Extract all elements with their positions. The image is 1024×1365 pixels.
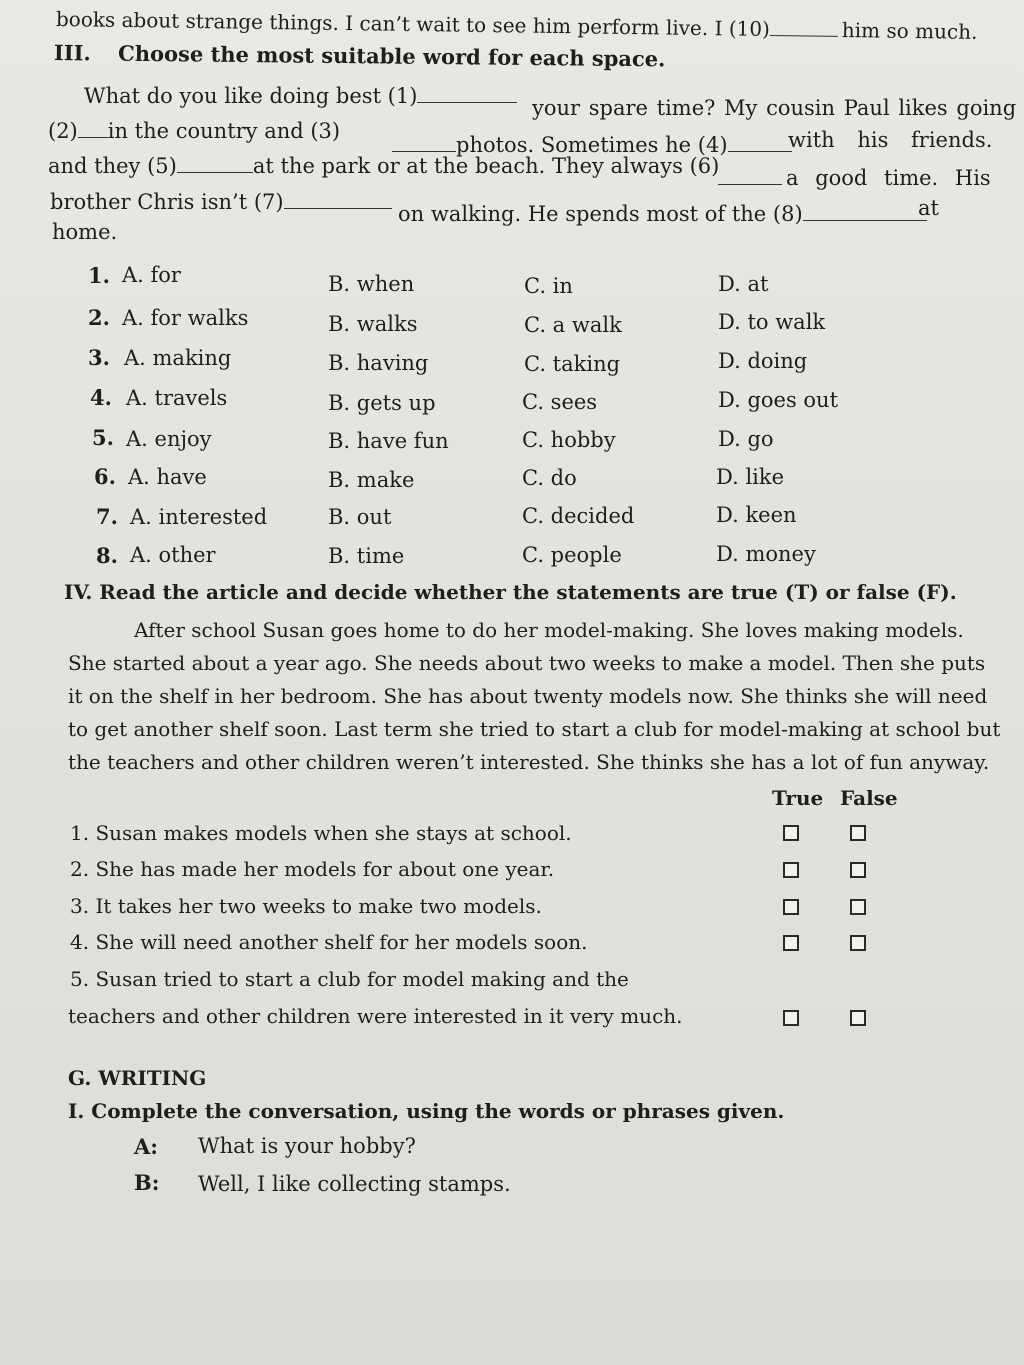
passage-line-3-end	[718, 162, 991, 190]
option-7c[interactable]: C. decided	[522, 504, 635, 528]
option-4c[interactable]: C. sees	[522, 390, 598, 414]
option-2a[interactable]: A. for walks	[122, 306, 249, 330]
passage-text: a good time. His	[786, 166, 991, 191]
passage-line-1	[84, 80, 517, 108]
passage-text: on walking. He spends most of the (8)	[398, 202, 803, 227]
option-8c[interactable]: C. people	[522, 543, 622, 567]
true-column-header: True	[772, 786, 824, 810]
passage-line-5	[52, 220, 117, 244]
passage-text: photos. Sometimes he (4)	[456, 133, 728, 158]
option-1c[interactable]: C. in	[524, 274, 573, 298]
option-1d[interactable]: D. at	[718, 272, 769, 296]
article-line-5: the teachers and other children weren’t interested. She thinks she has a lot of fun anyway.	[68, 750, 990, 774]
passage-text: your spare time? My cousin Paul likes going	[532, 96, 1017, 120]
statement-3-true-checkbox[interactable]	[783, 899, 799, 915]
question-number: 8.	[96, 543, 118, 568]
option-6b[interactable]: B. make	[328, 468, 415, 492]
option-row-2-num	[88, 305, 110, 330]
option-6a[interactable]: A. have	[128, 465, 207, 489]
speaker-a-line: What is your hobby?	[198, 1134, 416, 1158]
passage-line-4-mid	[398, 198, 927, 226]
speaker-b-label: B:	[134, 1170, 160, 1195]
writing-instruction: I. Complete the conversation, using the words or phrases given.	[68, 1099, 785, 1123]
passage-text: What do you like doing best (1)	[84, 84, 418, 109]
previous-passage-tail: him so much.	[841, 17, 978, 44]
passage-text: at the park or at the beach. They always (6)	[252, 154, 720, 179]
passage-text: at	[918, 196, 939, 220]
option-row-6-num	[94, 464, 116, 489]
option-3a[interactable]: A. making	[124, 346, 232, 370]
writing-heading: G. WRITING	[68, 1066, 207, 1090]
speaker-a-label: A:	[134, 1134, 159, 1159]
option-6d[interactable]: D. like	[716, 465, 785, 489]
passage-line-2-end	[788, 128, 992, 152]
statement-3: 3. It takes her two weeks to make two models.	[70, 894, 542, 918]
option-3c[interactable]: C. taking	[524, 352, 621, 376]
passage-text: with his friends.	[788, 128, 993, 152]
option-8b[interactable]: B. time	[328, 544, 405, 568]
passage-line-3	[48, 150, 719, 178]
section-3-title: Choose the most suitable word for each space.	[117, 40, 666, 72]
passage-text: home.	[52, 220, 118, 244]
passage-line-2	[48, 115, 340, 143]
blank-4	[728, 129, 792, 152]
section-4-heading: IV. Read the article and decide whether the statements are true (T) or false (F).	[64, 580, 957, 604]
statement-4: 4. She will need another shelf for her models soon.	[70, 930, 588, 954]
blank-7	[284, 186, 392, 209]
option-8a[interactable]: A. other	[130, 543, 216, 567]
question-number: 6.	[94, 464, 116, 489]
option-5b[interactable]: B. have fun	[328, 429, 449, 453]
passage-text: (2)	[48, 119, 78, 144]
option-6c[interactable]: C. do	[522, 466, 577, 490]
statement-4-false-checkbox[interactable]	[850, 935, 866, 951]
statement-5-continued: teachers and other children were interested in it very much.	[68, 1004, 683, 1028]
question-number: 2.	[88, 305, 110, 330]
passage-line-4-end	[918, 196, 939, 220]
question-number: 3.	[88, 345, 110, 370]
statement-2: 2. She has made her models for about one year.	[70, 857, 555, 881]
option-row-5-num	[92, 425, 114, 450]
statement-4-true-checkbox[interactable]	[783, 935, 799, 951]
blank-6	[718, 162, 782, 185]
false-column-header: False	[840, 786, 898, 810]
statement-5: 5. Susan tried to start a club for model making and the	[70, 967, 629, 991]
statement-5-false-checkbox[interactable]	[850, 1010, 866, 1026]
statement-5-true-checkbox[interactable]	[783, 1010, 799, 1026]
question-number: 1.	[88, 263, 110, 288]
option-1b[interactable]: B. when	[328, 272, 415, 296]
question-number: 7.	[96, 504, 118, 529]
passage-line-1-end	[532, 96, 1016, 120]
option-3b[interactable]: B. having	[328, 351, 429, 375]
statement-1: 1. Susan makes models when she stays at school.	[70, 821, 572, 845]
option-row-3-num	[88, 345, 110, 370]
statement-1-false-checkbox[interactable]	[850, 825, 866, 841]
option-2b[interactable]: B. walks	[328, 312, 418, 336]
option-1a[interactable]: A. for	[122, 263, 181, 287]
passage-line-4	[50, 186, 392, 214]
question-number: 4.	[90, 385, 112, 410]
option-8d[interactable]: D. money	[716, 542, 816, 566]
option-5d[interactable]: D. go	[718, 427, 774, 451]
article-line-4: to get another shelf soon. Last term she tried to start a club for model-making at school but	[68, 717, 1001, 741]
blank-10	[770, 14, 838, 37]
statement-3-false-checkbox[interactable]	[850, 899, 866, 915]
article-line-1: After school Susan goes home to do her model-making. She loves making models.	[134, 618, 964, 642]
option-2c[interactable]: C. a walk	[524, 313, 622, 337]
option-4a[interactable]: A. travels	[126, 386, 228, 410]
article-line-3: it on the shelf in her bedroom. She has about twenty models now. She thinks she will need	[68, 684, 988, 708]
article-line-2: She started about a year ago. She needs about two weeks to make a model. Then she puts	[68, 651, 986, 675]
option-2d[interactable]: D. to walk	[718, 310, 826, 334]
blank-1	[417, 80, 517, 103]
section-3-heading	[54, 40, 666, 71]
question-number: 5.	[92, 425, 114, 450]
option-3d[interactable]: D. doing	[718, 349, 808, 373]
section-3-number: III.	[53, 40, 91, 66]
passage-text: in the country and (3)	[107, 119, 341, 144]
blank-8	[803, 198, 927, 221]
option-row-8-num	[96, 543, 118, 568]
option-7b[interactable]: B. out	[328, 505, 392, 529]
option-row-7-num	[96, 504, 118, 529]
statement-1-true-checkbox[interactable]	[783, 825, 799, 841]
option-4d[interactable]: D. goes out	[718, 388, 839, 412]
previous-passage-text: books about strange things. I can’t wait to see him perform live. I (10)	[55, 7, 771, 41]
option-5c[interactable]: C. hobby	[522, 428, 616, 452]
option-4b[interactable]: B. gets up	[328, 391, 436, 415]
option-row-4-num	[90, 385, 112, 410]
statement-2-false-checkbox[interactable]	[850, 862, 866, 878]
speaker-b-line: Well, I like collecting stamps.	[198, 1172, 511, 1196]
option-7d[interactable]: D. keen	[716, 503, 797, 527]
passage-text: and they (5)	[48, 154, 177, 179]
statement-2-true-checkbox[interactable]	[783, 862, 799, 878]
blank-2	[78, 115, 108, 138]
option-5a[interactable]: A. enjoy	[126, 427, 212, 451]
option-row-1-num	[88, 263, 110, 288]
passage-text: brother Chris isn’t (7)	[50, 190, 284, 215]
previous-passage-line	[56, 4, 978, 44]
blank-3	[392, 129, 456, 152]
option-7a[interactable]: A. interested	[130, 505, 268, 529]
blank-5	[177, 150, 253, 173]
